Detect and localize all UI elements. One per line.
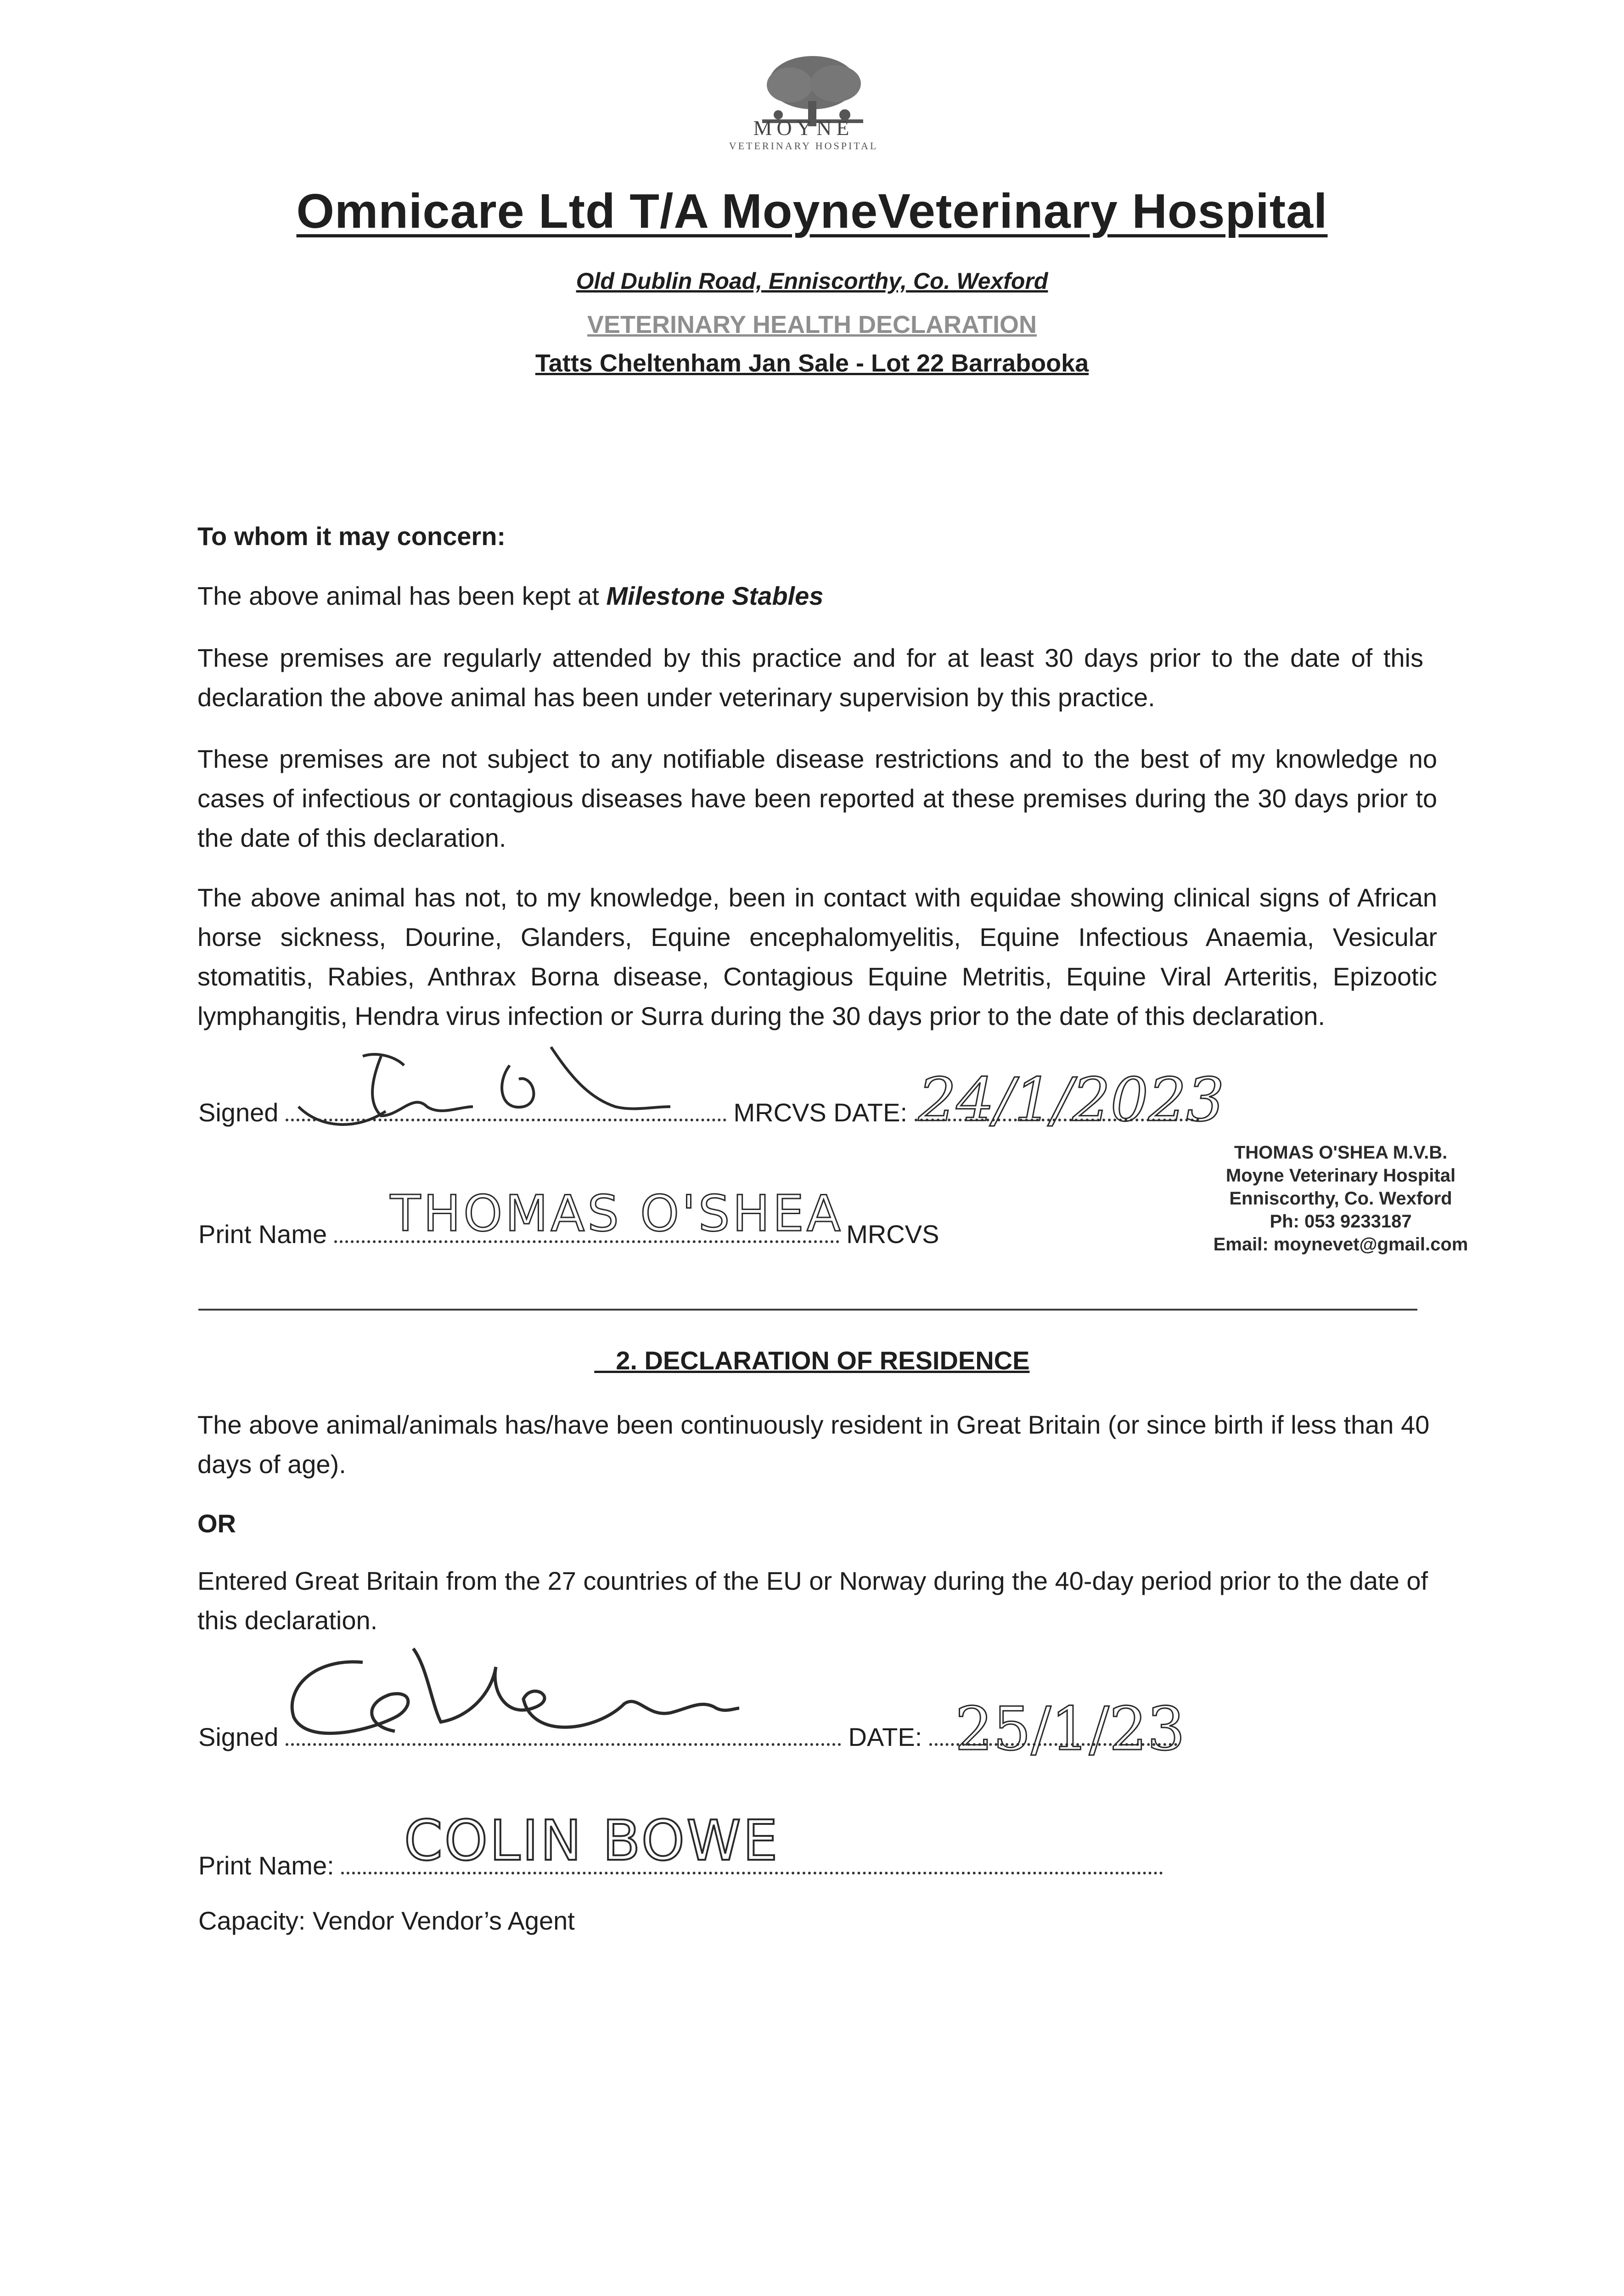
vet-signature-drawing: [294, 1038, 735, 1139]
kept-at-prefix: The above animal has been kept at: [197, 581, 599, 610]
salutation: To whom it may concern:: [197, 522, 506, 551]
resident-paragraph: The above animal/animals has/have been continuously resident in Great Britain (or since birth if less than 40 days of age).: [197, 1410, 1430, 1479]
or-label: OR: [197, 1509, 236, 1538]
section-divider: [198, 1309, 1417, 1311]
stamp-line-4: Ph: 053 9233187: [1270, 1211, 1412, 1232]
capacity-line: Capacity: Vendor Vendor’s Agent: [198, 1906, 575, 1935]
page-title: Omnicare Ltd T/A MoyneVeterinary Hospital: [296, 184, 1328, 238]
stamp-line-1: THOMAS O'SHEA M.V.B.: [1234, 1142, 1448, 1163]
vendor-date-text: 25/1/23: [955, 1694, 1186, 1764]
hospital-address: Old Dublin Road, Enniscorthy, Co. Wexford: [576, 268, 1048, 294]
declaration-heading: VETERINARY HEALTH DECLARATION: [587, 311, 1037, 338]
logo-name: MOYNE: [753, 116, 854, 140]
stamp-line-5: Email: moynevet@gmail.com: [1213, 1234, 1468, 1255]
stamp-line-2: Moyne Veterinary Hospital: [1225, 1165, 1456, 1186]
kept-at-line: [197, 576, 1437, 616]
vendor-date-label: DATE:: [848, 1722, 922, 1751]
entered-paragraph: Entered Great Britain from the 27 countries of the EU or Norway during the 40-day period prior to the date of this declaration.: [197, 1566, 1428, 1635]
sale-lot-line: Tatts Cheltenham Jan Sale - Lot 22 Barrabooka: [535, 349, 1089, 377]
vet-print-name-handwriting: [381, 1176, 843, 1249]
residence-heading: _ 2. DECLARATION OF RESIDENCE: [594, 1346, 1030, 1375]
vendor-print-name-label: Print Name:: [198, 1851, 334, 1880]
vet-print-name-text: THOMAS O'SHEA: [390, 1185, 843, 1243]
supervision-paragraph: These premises are regularly attended by this practice and for at least 30 days prior to the date of this declaration the above animal has been under veterinary supervision by this practice.: [197, 643, 1423, 712]
vendor-signature-drawing: [275, 1639, 872, 1759]
stamp-line-3: Enniscorthy, Co. Wexford: [1229, 1188, 1452, 1209]
vet-print-name-label: Print Name: [198, 1220, 327, 1249]
vendor-date-handwriting: [950, 1681, 1226, 1800]
vet-mrcvs-label: MRCVS: [846, 1220, 939, 1249]
vet-signed-label: Signed: [198, 1098, 279, 1127]
kept-at-location: Milestone Stables: [606, 581, 824, 610]
vet-date-text: 24/1/2023: [918, 1065, 1225, 1135]
vet-mrcvs-date-label: MRCVS DATE:: [733, 1098, 908, 1127]
vendor-print-name-text: COLIN BOWE: [404, 1809, 780, 1873]
logo-subtitle: VETERINARY HOSPITAL: [729, 140, 878, 152]
vendor-print-name-handwriting: [399, 1791, 859, 1878]
vendor-signed-label: Signed: [198, 1722, 279, 1751]
disease-contact-paragraph: The above animal has not, to my knowledge, been in contact with equidae showing clinical signs of African horse sickness, Dourine, Glanders, Equine encephalomyelitis, Equine Infectious Anaemia, Vesicular stomatitis, Rabies, Anthrax Borna disease, Contagious Equine Metritis, Equine Viral Arteritis, Epizootic lymphangitis, Hendra virus infection or Surra during the 30 days prior to the date of this declaration.: [197, 883, 1437, 1030]
vet-date-handwriting: [914, 1047, 1235, 1166]
vet-stamp: [1189, 1141, 1492, 1256]
premises-paragraph: These premises are not subject to any notifiable disease restrictions and to the best of my knowledge no cases of infectious or contagious diseases have been reported at these premises during the 30 days prior to the date of this declaration.: [197, 744, 1437, 852]
